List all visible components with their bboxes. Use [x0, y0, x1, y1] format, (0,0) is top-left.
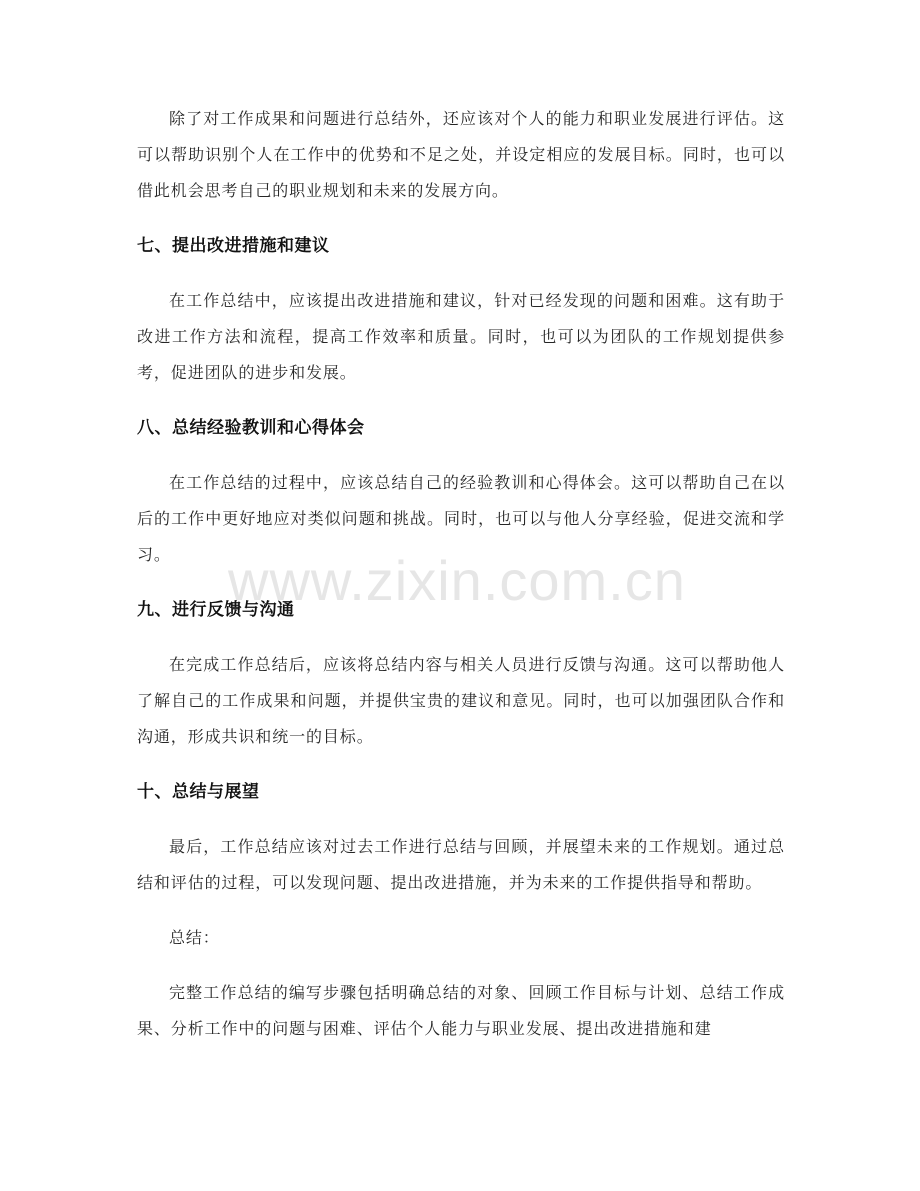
- heading-section-7: 七、提出改进措施和建议: [137, 236, 330, 256]
- paragraph-section-7: 在工作总结中，应该提出改进措施和建议，针对已经发现的问题和困难。这有助于改进工作方法和流程，提高工作效率和质量。同时，也可以为团队的工作规划提供参考，促进团队的进步和发展。: [137, 291, 785, 382]
- summary-paragraph: 完整工作总结的编写步骤包括明确总结的对象、回顾工作目标与计划、总结工作成果、分析工作中的问题与困难、评估个人能力与职业发展、提出改进措施和建: [137, 983, 785, 1038]
- paragraph-intro: 除了对工作成果和问题进行总结外，还应该对个人的能力和职业发展进行评估。这可以帮助识别个人在工作中的优势和不足之处，并设定相应的发展目标。同时，也可以借此机会思考自己的职业规划和未来的发展方向。: [137, 109, 785, 200]
- heading-section-10: 十、总结与展望: [137, 782, 260, 802]
- watermark: www.zixin.com.cn: [228, 549, 686, 612]
- document-body: [137, 101, 785, 1047]
- paragraph-section-8: 在工作总结的过程中，应该总结自己的经验教训和心得体会。这可以帮助自己在以后的工作中更好地应对类似问题和挑战。同时，也可以与他人分享经验，促进交流和学习。: [137, 473, 785, 564]
- heading-section-8: 八、总结经验教训和心得体会: [137, 418, 365, 438]
- paragraph-section-10: 最后，工作总结应该对过去工作进行总结与回顾，并展望未来的工作规划。通过总结和评估的过程，可以发现问题、提出改进措施，并为未来的工作提供指导和帮助。: [137, 837, 785, 892]
- paragraph-section-9: 在完成工作总结后，应该将总结内容与相关人员进行反馈与沟通。这可以帮助他人了解自己的工作成果和问题，并提供宝贵的建议和意见。同时，也可以加强团队合作和沟通，形成共识和统一的目标。: [137, 655, 785, 746]
- summary-label: 总结：: [169, 928, 220, 947]
- heading-section-9: 九、进行反馈与沟通: [137, 600, 295, 620]
